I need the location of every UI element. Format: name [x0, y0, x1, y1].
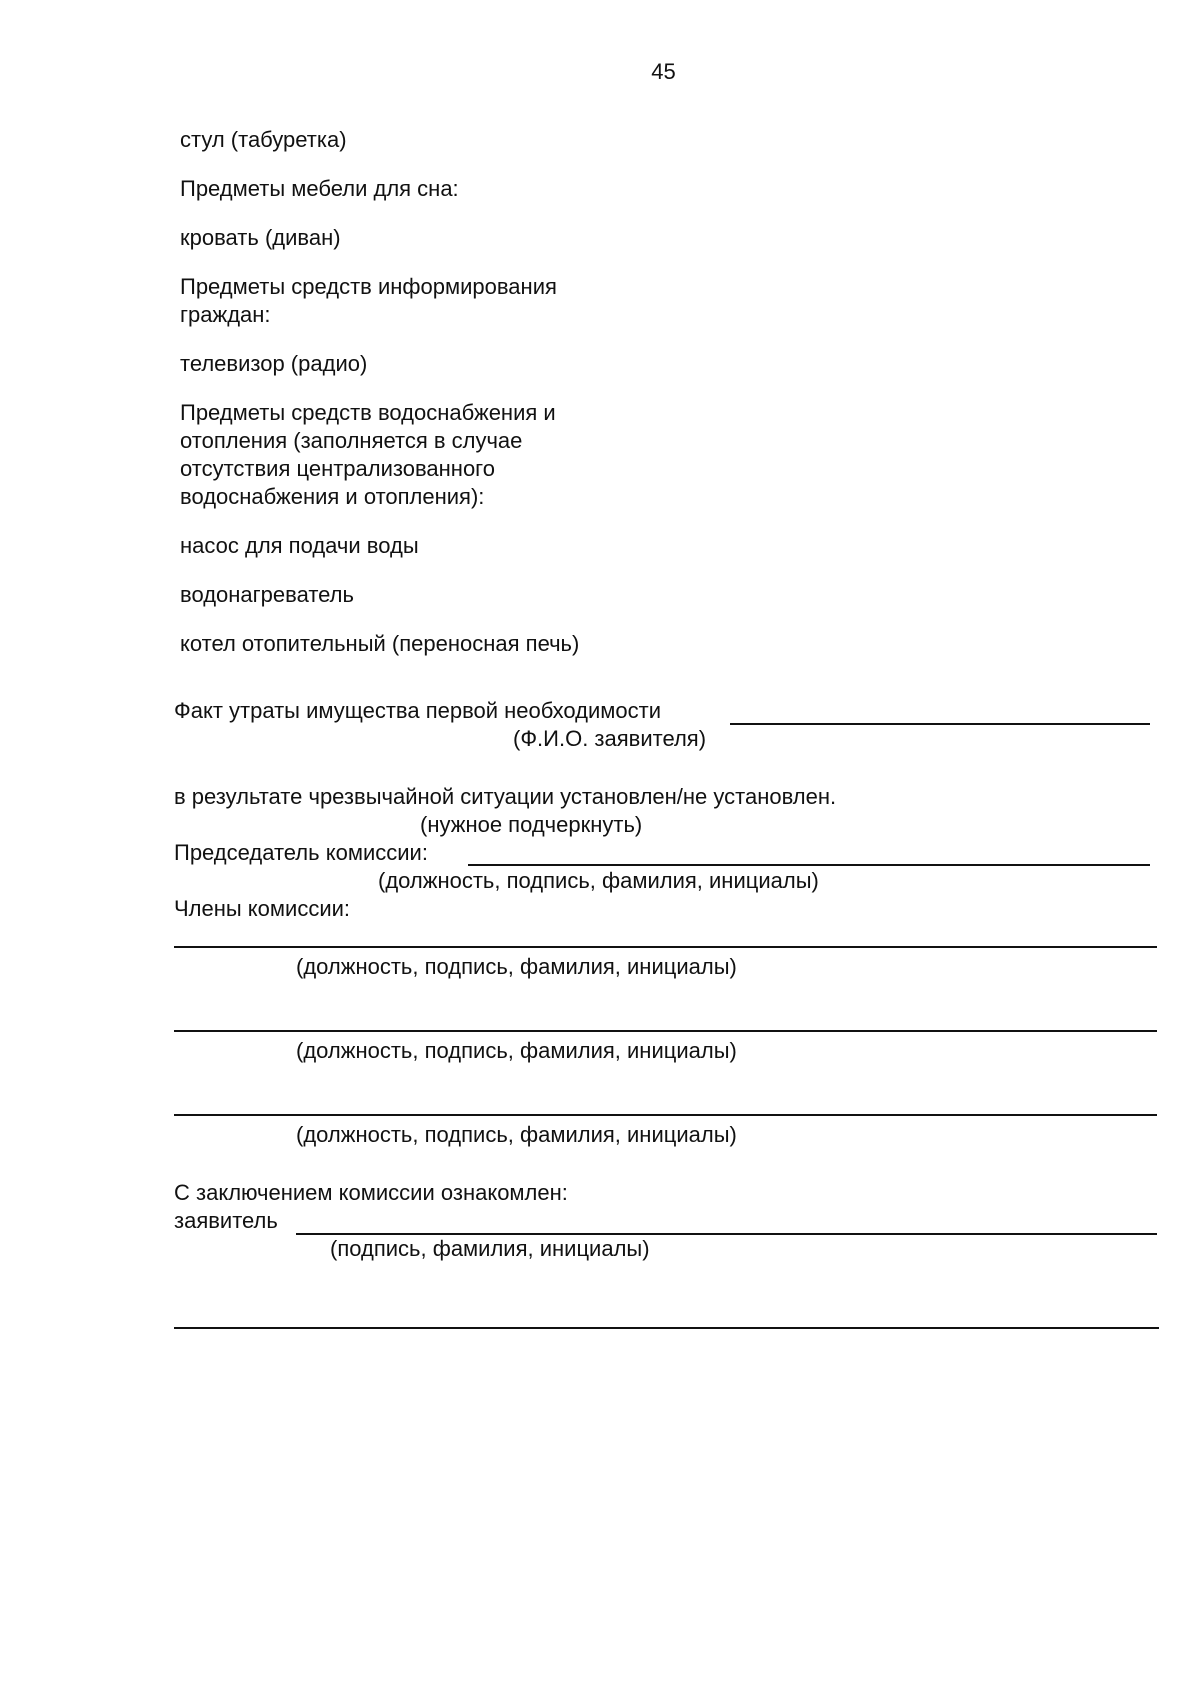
members-label: Члены комиссии: [174, 896, 351, 921]
applicant-hint: (подпись, фамилия, инициалы) [330, 1236, 650, 1261]
list-item-water-heater: водонагреватель [180, 582, 354, 607]
list-item-tv: телевизор (радио) [180, 351, 368, 376]
member-2-hint: (должность, подпись, фамилия, инициалы) [296, 1038, 737, 1063]
chairman-label: Председатель комиссии: [174, 840, 428, 865]
list-heading-sleep-furniture: Предметы мебели для сна: [180, 176, 459, 201]
list-item-boiler: котел отопительный (переносная печь) [180, 631, 580, 656]
applicant-label: заявитель [174, 1208, 278, 1233]
member-1-signature-line[interactable] [174, 946, 1157, 948]
result-hint: (нужное подчеркнуть) [420, 812, 643, 837]
applicant-name-line[interactable] [730, 723, 1150, 725]
list-item-chair: стул (табуретка) [180, 127, 347, 152]
chairman-signature-line[interactable] [468, 864, 1150, 866]
list-heading-information-line-2: граждан: [180, 302, 271, 327]
result-text: в результате чрезвычайной ситуации установлен/не установлен. [174, 784, 837, 809]
fact-label: Факт утраты имущества первой необходимости [174, 698, 662, 723]
fact-hint: (Ф.И.О. заявителя) [513, 726, 707, 751]
list-heading-water-line-3: отсутствия централизованного [180, 456, 495, 481]
list-heading-water-line-1: Предметы средств водоснабжения и [180, 400, 556, 425]
member-3-hint: (должность, подпись, фамилия, инициалы) [296, 1122, 737, 1147]
chairman-hint: (должность, подпись, фамилия, инициалы) [378, 868, 819, 893]
list-item-pump: насос для подачи воды [180, 533, 419, 558]
list-heading-water-line-4: водоснабжения и отопления): [180, 484, 485, 509]
member-2-signature-line[interactable] [174, 1030, 1157, 1032]
page-number: 45 [651, 59, 676, 84]
member-1-hint: (должность, подпись, фамилия, инициалы) [296, 954, 737, 979]
member-3-signature-line[interactable] [174, 1114, 1157, 1116]
list-heading-water-line-2: отопления (заполняется в случае [180, 428, 523, 453]
list-heading-information-line-1: Предметы средств информирования [180, 274, 557, 299]
bottom-line [174, 1327, 1159, 1329]
list-item-bed: кровать (диван) [180, 225, 341, 250]
acknowledged-text: С заключением комиссии ознакомлен: [174, 1180, 568, 1205]
